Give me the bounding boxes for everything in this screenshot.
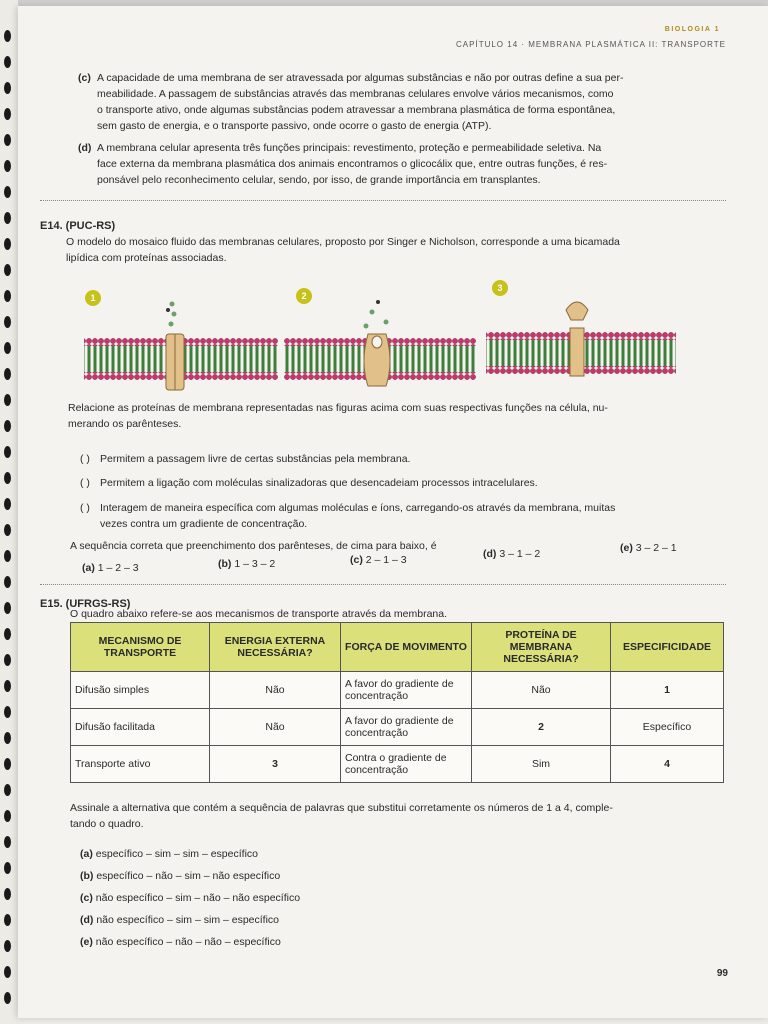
spiral-ring (4, 342, 11, 354)
table-header: ENERGIA EXTERNA NECESSÁRIA? (210, 623, 341, 672)
transport-table (70, 622, 724, 783)
spiral-ring (4, 940, 11, 952)
membrane-segment-3 (486, 302, 676, 376)
table-cell: Específico (611, 709, 724, 746)
spiral-ring (4, 888, 11, 900)
table-cell: A favor do gradiente de concentração (341, 672, 472, 709)
membrane-segment-1 (84, 302, 278, 391)
answer-text: não específico – sim – não – não específico (95, 892, 301, 904)
e15-answer-d[interactable] (80, 914, 279, 926)
table-header: PROTEÍNA DE MEMBRANA NECESSÁRIA? (472, 623, 611, 672)
answer-text: 3 – 2 – 1 (635, 542, 677, 554)
spiral-ring (4, 30, 11, 42)
membrane-proteins-figure (80, 290, 680, 400)
answer-label: (e) (620, 542, 633, 554)
answer-label: (e) (80, 936, 93, 948)
e14-answer-b[interactable] (218, 556, 275, 572)
e14-answer-d[interactable] (483, 546, 540, 562)
item-2-text: Permitem a ligação com moléculas sinalizadoras que desencadeiam processos intracelulares. (100, 477, 538, 489)
spiral-ring (4, 186, 11, 198)
divider (40, 584, 726, 585)
option-c-line-1: A capacidade de uma membrana de ser atravessada por algumas substâncias e não por outras define a sua per- (97, 72, 624, 84)
table-header: ESPECIFICIDADE (611, 623, 724, 672)
spiral-ring (4, 160, 11, 172)
answer-label: (b) (218, 558, 232, 570)
table-header: FORÇA DE MOVIMENTO (341, 623, 472, 672)
spiral-ring (4, 316, 11, 328)
figure-number-1: 1 (85, 290, 101, 306)
subject-header: BIOLOGIA 1 (664, 26, 720, 33)
answer-label: (a) (82, 562, 95, 574)
e15-answer-e[interactable] (80, 936, 281, 948)
answer-text: não específico – sim – sim – específico (96, 914, 280, 926)
page-number: 99 (716, 968, 728, 979)
e14-answer-a[interactable] (82, 560, 139, 576)
e14-question: A sequência correta que preenchimento dos parênteses, de cima para baixo, é (70, 540, 437, 552)
option-c-label: (c) (78, 72, 91, 84)
e15-answer-c[interactable] (80, 892, 300, 904)
table-cell: Não (472, 672, 611, 709)
e14-intro-line-1: O modelo do mosaico fluido das membranas celulares, proposto por Singer e Nicholson, corresponde a uma bicamada (66, 236, 620, 248)
spiral-ring (4, 498, 11, 510)
e14-title: E14. (PUC-RS) (40, 220, 116, 232)
item-2-box[interactable]: ( ) (80, 477, 90, 489)
e15-answer-a[interactable] (80, 848, 258, 860)
table-row (71, 672, 724, 709)
table-header: MECANISMO DE TRANSPORTE (71, 623, 210, 672)
chapter-header: CAPÍTULO 14 · MEMBRANA PLASMÁTICA II: TRANSPORTE (456, 40, 726, 49)
answer-label: (d) (80, 914, 94, 926)
spiral-ring (4, 394, 11, 406)
answer-label: (c) (80, 892, 93, 904)
item-3-text-line-1: Interagem de maneira específica com algumas moléculas e íons, carregando-os através da membrana, muitas (100, 502, 616, 514)
answer-text: 1 – 2 – 3 (97, 562, 139, 574)
spiral-ring (4, 758, 11, 770)
spiral-ring (4, 914, 11, 926)
table-cell: Sim (472, 746, 611, 783)
answer-text: não específico – não – não – específico (95, 936, 281, 948)
spiral-ring (4, 732, 11, 744)
answer-label: (d) (483, 548, 497, 560)
spiral-ring (4, 238, 11, 250)
spiral-ring (4, 524, 11, 536)
e15-title: E15. (UFRGS-RS) (40, 598, 131, 610)
spiral-ring (4, 472, 11, 484)
answer-text: 3 – 1 – 2 (499, 548, 541, 560)
e15-instruction-line-1: Assinale a alternativa que contém a sequência de palavras que substitui corretamente os números de 1 a 4, comple- (70, 802, 613, 814)
spiral-ring (4, 966, 11, 978)
table-cell: A favor do gradiente de concentração (341, 709, 472, 746)
table-cell: Difusão simples (71, 672, 210, 709)
spiral-ring (4, 654, 11, 666)
e14-intro-line-2: lipídica com proteínas associadas. (66, 252, 227, 264)
table-cell: Difusão facilitada (71, 709, 210, 746)
table-header-row (71, 623, 724, 672)
table-cell: Não (210, 709, 341, 746)
answer-label: (b) (80, 870, 94, 882)
table-cell: 3 (210, 746, 341, 783)
spiral-ring (4, 680, 11, 692)
spiral-ring (4, 706, 11, 718)
spiral-ring (4, 784, 11, 796)
spiral-ring (4, 446, 11, 458)
table-cell: Contra o gradiente de concentração (341, 746, 472, 783)
answer-text: 1 – 3 – 2 (234, 558, 276, 570)
option-d-label: (d) (78, 142, 92, 154)
spiral-ring (4, 810, 11, 822)
option-d-line-3: ponsável pelo reconhecimento celular, sendo, por isso, de grande importância em transplantes. (97, 174, 541, 186)
spiral-ring (4, 56, 11, 68)
figure-number-2: 2 (296, 288, 312, 304)
table-cell: 2 (472, 709, 611, 746)
option-d-line-1: A membrana celular apresenta três funções principais: revestimento, proteção e permeabilidade seletiva. Na (97, 142, 602, 154)
e14-instruction-line-2: merando os parênteses. (68, 418, 182, 430)
answer-text: específico – não – sim – não específico (96, 870, 281, 882)
answer-label: (a) (80, 848, 93, 860)
answer-text: específico – sim – sim – específico (95, 848, 258, 860)
option-c-line-2: meabilidade. A passagem de substâncias através das membranas celulares envolve vários mecanismos, como (97, 88, 614, 100)
spiral-ring (4, 368, 11, 380)
answer-label: (c) (350, 554, 363, 566)
spiral-ring (4, 602, 11, 614)
table-cell: Transporte ativo (71, 746, 210, 783)
e15-instruction-line-2: tando o quadro. (70, 818, 144, 830)
spiral-ring (4, 264, 11, 276)
table-row (71, 746, 724, 783)
spiral-ring (4, 212, 11, 224)
e14-instruction-line-1: Relacione as proteínas de membrana representadas nas figuras acima com suas respectivas funções na célula, nu- (68, 402, 608, 414)
membrane-segment-2 (284, 300, 476, 386)
table-row (71, 709, 724, 746)
item-3-text-line-2: vezes contra um gradiente de concentração. (100, 518, 308, 530)
table-cell: 4 (611, 746, 724, 783)
item-3-box[interactable]: ( ) (80, 502, 90, 514)
spiral-binding (0, 0, 18, 1024)
table-cell: Não (210, 672, 341, 709)
spiral-ring (4, 550, 11, 562)
option-c-line-3: o transporte ativo, onde algumas substâncias podem atravessar a membrana plasmática de forma espontânea, (97, 104, 616, 116)
figure-number-3: 3 (492, 280, 508, 296)
item-1-box[interactable]: ( ) (80, 453, 90, 465)
option-d-line-2: face externa da membrana plasmática dos animais encontramos o glicocálix que, entre outras funções, é res- (97, 158, 608, 170)
spiral-ring (4, 290, 11, 302)
e14-answer-e[interactable] (620, 540, 677, 556)
spiral-ring (4, 992, 11, 1004)
table-cell: 1 (611, 672, 724, 709)
spiral-ring (4, 108, 11, 120)
spiral-ring (4, 628, 11, 640)
item-1-text: Permitem a passagem livre de certas substâncias pela membrana. (100, 453, 411, 465)
spiral-ring (4, 134, 11, 146)
option-c-line-4: sem gasto de energia, e o transporte passivo, onde ocorre o gasto de energia (ATP). (97, 120, 492, 132)
e14-answer-c[interactable] (350, 552, 407, 568)
spiral-ring (4, 862, 11, 874)
e15-answer-b[interactable] (80, 870, 280, 882)
spiral-ring (4, 82, 11, 94)
spiral-ring (4, 420, 11, 432)
spiral-ring (4, 836, 11, 848)
spiral-ring (4, 576, 11, 588)
e15-intro: O quadro abaixo refere-se aos mecanismos de transporte através da membrana. (70, 608, 448, 620)
answer-text: 2 – 1 – 3 (365, 554, 407, 566)
divider (40, 200, 726, 201)
